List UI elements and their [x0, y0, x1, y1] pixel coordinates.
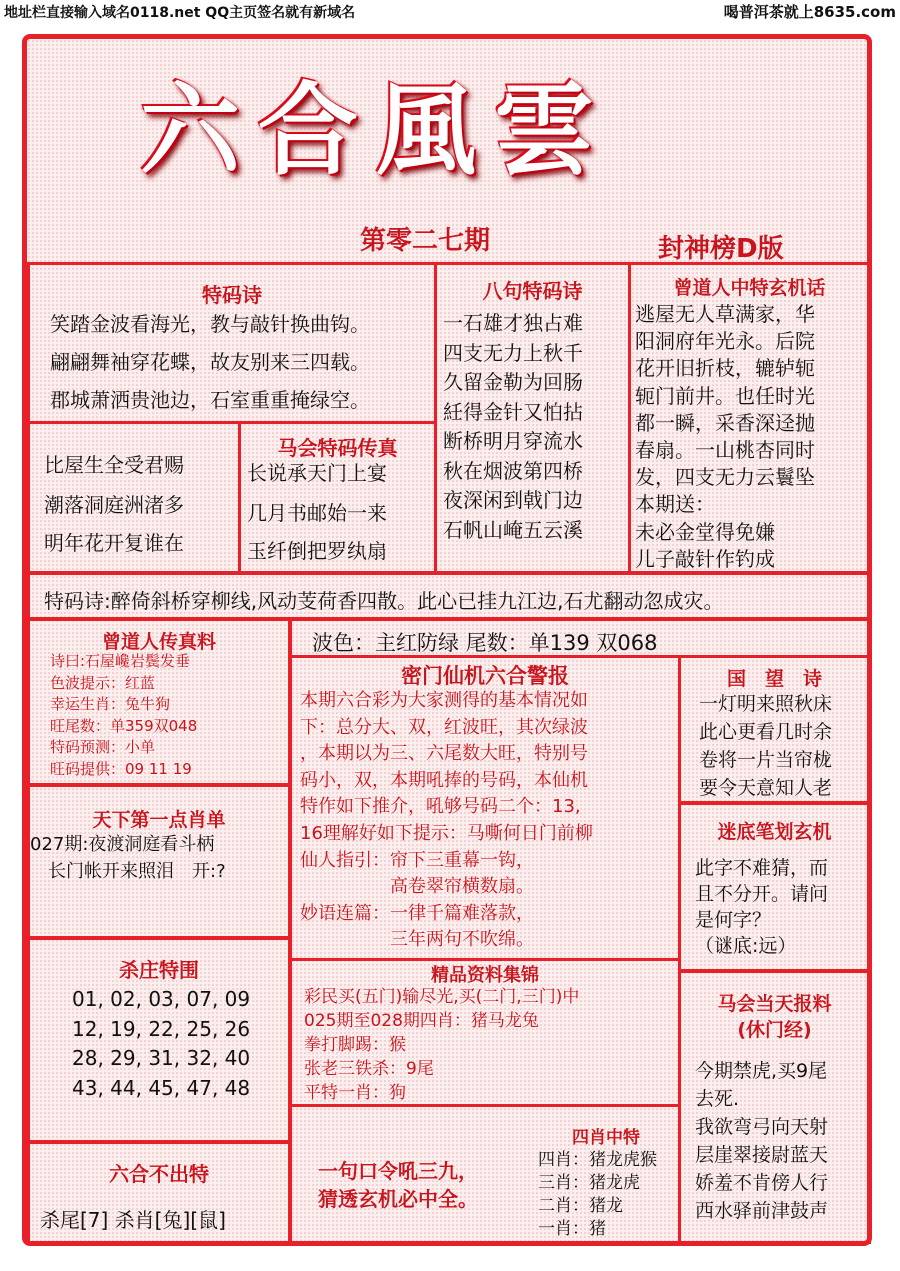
riddle-box	[678, 802, 871, 972]
guowang-title: 国 望 诗	[726, 668, 822, 690]
page-title: 六合風雲	[140, 71, 612, 189]
horse-today-line-6: 西水驿前津鼓声	[695, 1200, 829, 1222]
eight-line-8: 石帆山崦五云溪	[443, 517, 583, 542]
zeng-fax-line-2: 色波提示：红蓝	[50, 673, 156, 692]
tema-poem-line-2: 翩翩舞袖穿花蝶，故友别来三四载。	[50, 350, 370, 374]
riddle-line-2: 且不分开。请问	[695, 883, 829, 905]
top-right-link[interactable]: 喝普洱茶就上8635.com	[723, 3, 896, 21]
zeng-xuanji-line-3: 花开旧折枝，辘轳轭	[635, 356, 815, 381]
tianxia-box	[27, 784, 291, 939]
horse-today-line-1: 今期禁虎,买9尾	[695, 1060, 828, 1082]
jingpin-line-1: 彩民买(五门)输尽光,买(二门,三门)中	[304, 987, 580, 1007]
buchute-box	[27, 1141, 291, 1244]
eight-line-1: 一石雄才独占难	[443, 311, 583, 335]
zeng-xuanji-line-10: 儿子敲针作钓成	[635, 546, 775, 571]
poem2-line-1: 比屋生全受君赐	[44, 453, 184, 477]
zeng-xuanji-line-7: 发，四支无力云鬟坠	[635, 465, 815, 490]
jingpin-text	[304, 985, 579, 1105]
sixiao-line-3: 二肖：猪龙	[538, 1196, 623, 1216]
shazhuang-row-1: 01, 02, 03, 07, 09	[72, 987, 251, 1011]
riddle-line-3: 是何字？	[695, 909, 772, 931]
horse-fax-line-2: 几月书邮始一来	[247, 501, 387, 525]
buchute-line: 杀尾[7] 杀肖[兔][鼠]	[40, 1208, 226, 1232]
sixiao-title: 四肖中特	[572, 1128, 640, 1148]
horse-fax-line-1: 长说承天门上宴	[247, 461, 387, 485]
sixiao-text	[538, 1149, 657, 1241]
horse-today-line-3: 我欲弯弓向天射	[695, 1116, 829, 1138]
slogan-line-1: 一句口令吼三九，	[318, 1159, 478, 1183]
tianxia-text	[30, 831, 226, 885]
zeng-xuanji-title: 曾道人中特玄机话	[673, 277, 826, 299]
tema-line-box	[27, 572, 871, 620]
zeng-xuanji-line-2: 阳洞府年光永。后院	[635, 329, 815, 354]
secret-line-7: 仙人指引：帘下三重幕一钩，	[300, 849, 534, 871]
sixiao-line-1: 四肖：猪龙虎猴	[538, 1150, 657, 1170]
horse-fax-line-3: 玉纤倒把罗纨扇	[247, 539, 387, 563]
wave-line-text: 波色：主红防绿 尾数：单139 双068	[312, 631, 658, 655]
zeng-fax-line-3: 幸运生肖：兔牛狗	[50, 695, 171, 713]
shazhuang-title: 杀庄特围	[119, 958, 199, 982]
wave-line-box	[289, 618, 871, 658]
secret-line-5: 特作如下推介，吼够号码二个：13,	[300, 796, 581, 818]
horse-today-line-4: 层崖翠接尉蓝天	[695, 1144, 829, 1166]
shazhuang-row-4: 43, 44, 45, 47, 48	[72, 1075, 251, 1100]
eight-line-7: 夜深闲到戟门边	[443, 488, 583, 512]
eight-line-title: 八句特码诗	[482, 279, 583, 303]
secret-line-8: 高卷翠帘横数扇。	[300, 876, 534, 898]
eight-line-4: 紝得金针又怕拈	[443, 399, 583, 424]
riddle-title: 迷底笔划玄机	[717, 821, 832, 843]
eight-line-3: 久留金勒为回肠	[443, 370, 583, 394]
zeng-fax-line-1: 诗曰:石屋巉岩鬓发垂	[50, 652, 191, 670]
shazhuang-numbers	[72, 985, 250, 1103]
zeng-xuanji-line-8: 本期送：	[635, 492, 715, 517]
jingpin-line-3: 拳打脚踢：猴	[304, 1035, 406, 1055]
horse-today-line-2: 去死.	[695, 1088, 740, 1110]
secret-title: 密门仙机六合警报	[401, 664, 569, 688]
jingpin-box	[289, 958, 681, 1107]
guowang-line-1: 一灯明来照秋床	[699, 693, 833, 715]
riddle-text	[695, 855, 828, 959]
tema-poem-box	[27, 262, 437, 424]
zeng-xuanji-line-9: 未必金堂得免嫌	[635, 519, 775, 544]
slogan-box	[289, 1104, 681, 1244]
tianxia-title: 天下第一点肖单	[92, 809, 226, 831]
secret-line-2: 下：总分大、双，红波旺，其次绿波	[300, 716, 588, 738]
guowang-box	[678, 655, 871, 804]
secret-line-10: 三年两句不吹绵。	[300, 929, 534, 951]
guowang-text	[699, 690, 832, 802]
secret-text	[300, 688, 593, 954]
shazhuang-box	[27, 937, 291, 1143]
secret-line-1: 本期六合彩为大家测得的基本情况如	[300, 690, 588, 711]
zeng-fax-box	[27, 618, 291, 786]
guowang-line-3: 卷将一片当帘栊	[699, 749, 833, 771]
eight-line-box	[434, 262, 631, 574]
horse-today-box	[678, 970, 871, 1244]
poem2-line-3: 明年花开复谁在	[44, 531, 184, 555]
jingpin-line-5: 平特一肖：狗	[304, 1083, 406, 1103]
guowang-line-2: 此心更看几时余	[699, 721, 833, 743]
riddle-line-1: 此字不难猜，而	[695, 857, 829, 879]
zeng-xuanji-line-4: 轭门前井。也任时光	[635, 383, 815, 408]
shazhuang-row-2: 12, 19, 22, 25, 26	[72, 1016, 251, 1041]
jingpin-line-4: 张老三铁杀：9尾	[304, 1059, 434, 1079]
zeng-xuanji-box	[628, 262, 871, 574]
top-left-text: 地址栏直接输入域名0118.net QQ主页签名就有新域名	[4, 5, 356, 21]
zeng-xuanji-line-6: 春扇。一山桃杏同时	[635, 438, 815, 463]
eight-line-2: 四支无力上秋千	[443, 340, 583, 365]
riddle-line-4: （谜底:远）	[695, 935, 797, 957]
slogan-text	[318, 1157, 478, 1213]
zeng-fax-line-5: 特码预测：小单	[50, 738, 156, 756]
horse-fax-box	[238, 421, 437, 574]
zeng-fax-line-4: 旺尾数：单359双048	[50, 716, 198, 735]
secret-line-6: 16理解好如下提示：马嘶何日门前柳	[300, 822, 593, 844]
horse-today-line-5: 娇羞不肯傍人行	[695, 1172, 829, 1194]
guowang-line-4: 要令天意知人老	[699, 777, 833, 799]
eight-line-text	[443, 309, 583, 545]
top-banner	[0, 0, 900, 22]
zeng-fax-text	[50, 651, 197, 780]
tema-poem-line-1: 笑踏金波看海光，教与敲针换曲钩。	[50, 312, 370, 336]
sixiao-line-4: 一肖：猪	[538, 1219, 606, 1239]
zeng-fax-line-6: 旺码提供：09 11 19	[50, 759, 192, 778]
sixiao-line-2: 三肖：猪龙虎	[538, 1173, 640, 1193]
poem-box-2	[27, 421, 241, 574]
horse-today-title: 马会当天报料	[717, 993, 832, 1015]
jingpin-title: 精品资料集锦	[431, 965, 539, 986]
eight-line-6: 秋在烟波第四桥	[443, 458, 583, 483]
horse-today-subtitle: (休门经)	[737, 1019, 812, 1041]
tema-poem-title: 特码诗	[202, 283, 262, 307]
zeng-fax-title: 曾道人传真料	[101, 631, 216, 653]
shazhuang-row-3: 28, 29, 31, 32, 40	[72, 1046, 251, 1070]
eight-line-5: 断桥明月穿流水	[443, 429, 583, 453]
poem2-line-2: 潮落洞庭洲渚多	[44, 493, 184, 517]
zeng-xuanji-line-1: 逃屋无人草满家，华	[635, 302, 815, 326]
horse-today-text	[695, 1057, 828, 1225]
tema-line-text: 特码诗:醉倚斜桥穿柳线,风动芰荷香四散。此心已挂九江边,石尤翻动忽成灾。	[44, 589, 724, 613]
horse-fax-title: 马会特码传真	[277, 436, 398, 460]
zeng-xuanji-line-5: 都一瞬，采香深迳抛	[635, 410, 815, 435]
slogan-line-2: 猜透玄机必中全。	[318, 1187, 478, 1211]
zeng-xuanji-text	[635, 301, 815, 573]
secret-line-4: 码小，双，本期吼捧的号码，本仙机	[300, 769, 588, 791]
edition-label: 封神榜D版	[658, 234, 784, 264]
secret-line-9: 妙语连篇：一律千篇难落款，	[300, 902, 534, 924]
jingpin-line-2: 025期至028期四肖：猪马龙兔	[304, 1011, 539, 1031]
tema-poem-line-3: 郡城萧洒贵池边，石室重重掩绿空。	[50, 388, 370, 412]
issue-number: 第零二七期	[360, 226, 491, 256]
secret-line-3: ，本期以为三、六尾数大旺，特别号	[300, 743, 588, 765]
secret-box	[289, 655, 681, 961]
tianxia-line-2: 长门帐开来照泪 开:?	[30, 861, 226, 882]
buchute-title: 六合不出特	[109, 1162, 209, 1186]
tianxia-line-1: 027期:夜渡洞庭看斗柄	[30, 834, 215, 855]
